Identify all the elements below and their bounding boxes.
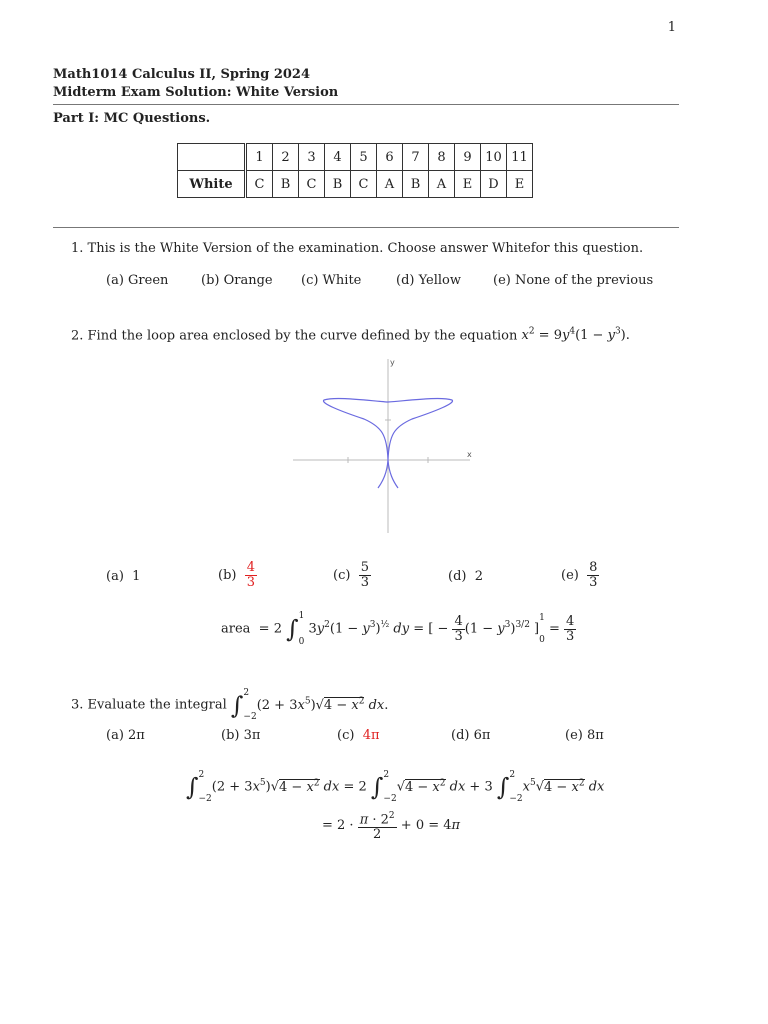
q-number: 7 — [403, 144, 429, 171]
part-heading: Part I: MC Questions. — [53, 111, 211, 126]
q3-solution-line1: ∫2 $-2(2 + 3x^5)√4 - x^2$ dx = 2 ∫2 $-2√4 - x^2$ dx + 3 ∫2 $-2x^5√4 - x^2$ dx — [186, 770, 605, 804]
answer-cell: B — [273, 171, 299, 198]
lower-branch-left — [378, 460, 388, 488]
course-title: Math1014 Calculus II, Spring 2024 — [53, 67, 311, 82]
q1-option-a: (a) Green — [106, 273, 169, 288]
q2-option-a-label: (a) — [106, 569, 124, 584]
q2-option-d-label: (d) — [448, 569, 467, 584]
q2-option-a — [106, 569, 140, 584]
q2-option-c — [333, 561, 371, 590]
q2-prompt: 2. Find the loop area enclosed by the curve defined by the equation — [71, 328, 518, 344]
q3-option-b: (b) 3π — [221, 728, 261, 743]
answer-cell: B — [403, 171, 429, 198]
answer-cell: A — [377, 171, 403, 198]
q2-solution: area = 2 ∫1 0 $3y^2(1 - y^3)^{\frac{1}{2}}$ dy = [ − $\frac{4}{3}$ $(1 - y^3)^{3/2}$ ]1 0 = $\frac{4}{3}$ — [221, 611, 575, 647]
q2-option-c-fraction — [359, 561, 371, 590]
q-number: 9 — [455, 144, 481, 171]
frac-num: 8 — [589, 560, 598, 575]
q-number: 6 — [377, 144, 403, 171]
page-number: 1 — [667, 20, 676, 35]
question-3-text — [71, 681, 388, 729]
q3-option-c-value: 4π — [362, 728, 380, 743]
q-number: 2 — [273, 144, 299, 171]
answer-cell: C — [351, 171, 377, 198]
frac-den: 3 — [589, 575, 598, 590]
answer-table — [177, 143, 533, 198]
answer-cell: C — [299, 171, 325, 198]
frac-num: 5 — [360, 560, 369, 575]
answer-cell: E — [455, 171, 481, 198]
q2-option-b-label: (b) — [218, 568, 237, 583]
curve-figure — [290, 355, 480, 535]
answer-table-header-row — [178, 144, 533, 171]
q-number: 8 — [429, 144, 455, 171]
question-2-text — [71, 327, 630, 343]
header-rule — [53, 104, 679, 105]
section-rule — [53, 227, 679, 228]
frac-num: 4 — [246, 560, 256, 575]
q1-option-d: (d) Yellow — [396, 273, 462, 288]
x-axis-label: x — [467, 450, 472, 459]
frac-den: 3 — [360, 575, 369, 590]
exam-subtitle: Midterm Exam Solution: White Version — [53, 85, 339, 100]
question-1-text: 1. This is the White Version of the examination. Choose answer Whitefor this question. — [71, 241, 644, 256]
q-number: 10 — [481, 144, 507, 171]
y-axis-label: y — [390, 358, 395, 367]
q3-option-c — [337, 728, 380, 743]
q2-option-e-label: (e) — [561, 568, 579, 583]
q-number: 3 — [299, 144, 325, 171]
q3-option-a: (a) 2π — [106, 728, 145, 743]
q2-option-c-label: (c) — [333, 568, 351, 583]
q2-option-b-fraction — [245, 561, 257, 590]
answer-cell: C — [246, 171, 273, 198]
version-label: White — [178, 171, 246, 198]
q-number: 4 — [325, 144, 351, 171]
q1-option-c: (c) White — [301, 273, 362, 288]
frac-den: 3 — [246, 575, 256, 590]
q2-equation: $x^2 = 9y^4(1 - y^3)$. — [521, 327, 630, 344]
q3-solution-line2: = 2 · $\frac{\pi \cdot 2^2}{2}$ + 0 = 4π — [322, 811, 461, 843]
answer-table-row — [178, 171, 533, 198]
answer-cell: A — [429, 171, 455, 198]
q3-option-e: (e) 8π — [565, 728, 604, 743]
q2-option-d-value: 2 — [474, 569, 484, 584]
solution-label: area — [221, 621, 251, 637]
q2-option-d — [448, 569, 483, 584]
answer-cell: B — [325, 171, 351, 198]
q1-option-b: (b) Orange — [201, 273, 273, 288]
lower-branch-right — [388, 460, 398, 488]
exam-header — [53, 66, 338, 102]
table-corner — [178, 144, 246, 171]
answer-cell: D — [481, 171, 507, 198]
answer-cell: E — [507, 171, 533, 198]
q-number: 11 — [507, 144, 533, 171]
q2-option-e-fraction — [587, 561, 599, 590]
q2-option-e — [561, 561, 599, 590]
q3-option-d: (d) 6π — [451, 728, 491, 743]
q-number: 5 — [351, 144, 377, 171]
q2-option-b — [218, 561, 257, 590]
q3-prompt: 3. Evaluate the integral — [71, 697, 227, 713]
q-number: 1 — [246, 144, 273, 171]
q2-option-a-value: 1 — [132, 569, 141, 584]
q3-option-c-label: (c) — [337, 728, 355, 743]
q3-integral: ∫2 $-2(2 + 3x^5)√4 - x^2$ dx. — [230, 688, 389, 722]
q1-option-e: (e) None of the previous — [493, 273, 654, 288]
